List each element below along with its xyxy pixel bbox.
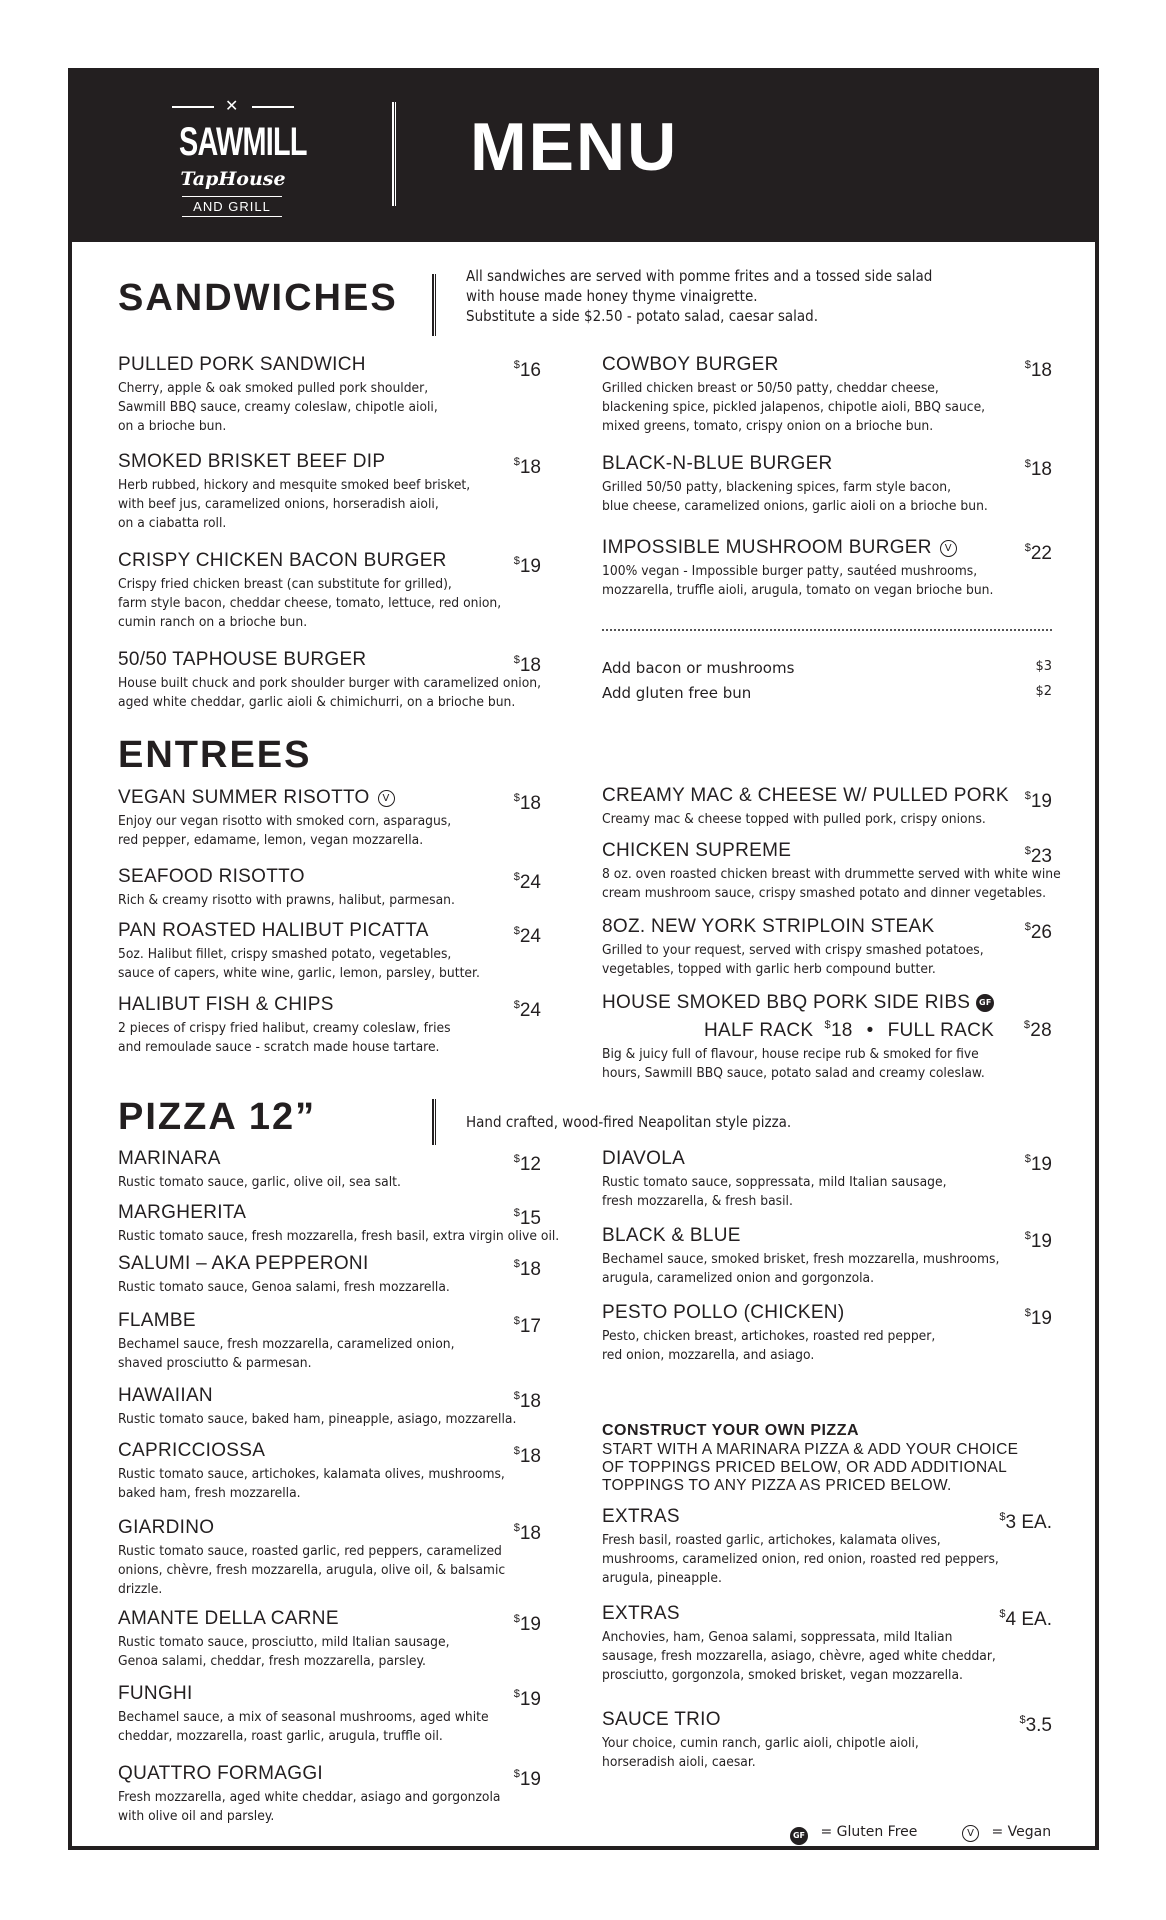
menu-item <box>118 451 541 533</box>
menu-item <box>118 1253 541 1297</box>
dotted-divider <box>602 629 1052 631</box>
construct-subtext <box>602 1441 1018 1495</box>
description-line: Rustic tomato sauce, soppressata, mild Italian sausage, <box>602 1175 947 1190</box>
menu-item-description <box>118 945 520 983</box>
description-line: Rustic tomato sauce, fresh mozzarella, fresh basil, extra virgin olive oil. <box>118 1229 560 1244</box>
header-divider <box>392 102 396 206</box>
half-rack-label: HALF RACK <box>704 1020 814 1041</box>
addon-label: Add gluten free bun <box>602 684 752 702</box>
menu-item-description <box>602 1327 1030 1365</box>
menu-item-price-value: 17 <box>519 1316 541 1337</box>
addon-price: $2 <box>1035 684 1052 699</box>
sandwiches-note-line: Substitute a side $2.50 - potato salad, caesar salad. <box>466 307 819 325</box>
menu-item-price-value: 24 <box>519 926 541 947</box>
menu-item-description <box>602 1250 1030 1288</box>
description-line: Grilled 50/50 patty, blackening spices, farm style bacon, <box>602 480 952 495</box>
menu-item-name-text: IMPOSSIBLE MUSHROOM BURGER <box>602 537 932 558</box>
menu-item-name <box>602 1225 1052 1247</box>
description-line: onions, chèvre, fresh mozzarella, arugula, olive oil, & balsamic <box>118 1563 506 1578</box>
menu-item-name <box>602 1709 1052 1731</box>
legend-gf <box>790 1824 917 1845</box>
menu-item-name-text: CRISPY CHICKEN BACON BURGER <box>118 550 447 571</box>
menu-item <box>602 1506 1052 1588</box>
description-line: mozzarella, truffle aioli, arugula, tomato on vegan brioche bun. <box>602 583 994 598</box>
menu-item-name-text: QUATTRO FORMAGGI <box>118 1763 323 1784</box>
menu-item-price: $18 <box>513 792 541 814</box>
menu-item-price: $22 <box>1024 542 1052 564</box>
menu-item-price-value: 19 <box>519 1614 541 1635</box>
description-line: Bechamel sauce, fresh mozzarella, caramelized onion, <box>118 1337 455 1352</box>
menu-item-name-text: FUNGHI <box>118 1683 193 1704</box>
half-rack-price: 18 <box>830 1020 853 1041</box>
menu-item-name <box>602 992 1052 1014</box>
description-line: sausage, fresh mozzarella, asiago, chèvre, aged white cheddar, <box>602 1649 996 1664</box>
menu-item-price: $4 EA. <box>999 1608 1052 1630</box>
menu-item-price: $19 <box>513 1768 541 1790</box>
menu-item-name <box>602 354 1052 376</box>
addon-row <box>602 659 1052 677</box>
description-line: Herb rubbed, hickory and mesquite smoked beef brisket, <box>118 478 471 493</box>
menu-item-price: $18 <box>1024 359 1052 381</box>
menu-item-description <box>602 810 1030 829</box>
menu-item-description <box>118 1788 520 1826</box>
menu-item-name-text: BLACK & BLUE <box>602 1225 741 1246</box>
menu-item-description <box>118 476 520 533</box>
menu-item-price: $19 <box>1024 1230 1052 1252</box>
description-line: Grilled chicken breast or 50/50 patty, cheddar cheese, <box>602 381 939 396</box>
menu-item-description <box>118 1227 560 1246</box>
construct-subtext-line: TOPPINGS TO ANY PIZZA AS PRICED BELOW. <box>602 1477 952 1494</box>
description-line: 5oz. Halibut fillet, crispy smashed potato, vegetables, <box>118 947 452 962</box>
description-line: baked ham, fresh mozzarella. <box>118 1486 301 1501</box>
menu-item-price-value: 18 <box>519 1391 541 1412</box>
construct-subtext-line: OF TOPPINGS PRICED BELOW, OR ADD ADDITIONAL <box>602 1459 1008 1476</box>
menu-item-price-value: 3.5 <box>1025 1715 1052 1736</box>
menu-item-name <box>602 840 1052 862</box>
description-line: horseradish aioli, caesar. <box>602 1755 756 1770</box>
menu-item-price-value: 19 <box>519 1689 541 1710</box>
description-line: mushrooms, caramelized onion, red onion, roasted red peppers, <box>602 1552 999 1567</box>
menu-item-name <box>602 1506 1052 1528</box>
menu-item-price: $18 <box>1024 458 1052 480</box>
description-line: shaved prosciutto & parmesan. <box>118 1356 312 1371</box>
menu-item-price-value: 22 <box>1030 543 1052 564</box>
menu-item-price: $16 <box>513 359 541 381</box>
menu-item <box>118 1202 560 1246</box>
menu-item-description <box>118 379 520 436</box>
menu-item-name-text: FLAMBE <box>118 1310 196 1331</box>
description-line: Fresh mozzarella, aged white cheddar, asiago and gorgonzola <box>118 1790 501 1805</box>
menu-item-name <box>602 537 1052 559</box>
menu-item-name <box>118 1683 541 1705</box>
menu-item-price: $3.5 <box>1019 1714 1052 1736</box>
menu-item-name-text: PESTO POLLO (CHICKEN) <box>602 1302 845 1323</box>
menu-title: MENU <box>470 109 679 185</box>
menu-item-name <box>118 1385 541 1407</box>
description-line: Your choice, cumin ranch, garlic aioli, chipotle aioli, <box>602 1736 919 1751</box>
sandwiches-note-bar <box>432 274 436 336</box>
menu-item-name-text: PAN ROASTED HALIBUT PICATTA <box>118 920 429 941</box>
sandwiches-note-line: All sandwiches are served with pomme frites and a tossed side salad <box>466 267 933 285</box>
menu-item <box>118 1517 541 1599</box>
menu-item-name-text: CREAMY MAC & CHEESE W/ PULLED PORK <box>602 785 1009 806</box>
menu-item-price-value: 18 <box>519 793 541 814</box>
menu-item-name-text: 50/50 TAPHOUSE BURGER <box>118 649 367 670</box>
menu-item <box>118 1608 541 1671</box>
description-line: House built chuck and pork shoulder burger with caramelized onion, <box>118 676 542 691</box>
description-line: Creamy mac & cheese topped with pulled pork, crispy onions. <box>602 812 986 827</box>
menu-item-price-value: 24 <box>519 1000 541 1021</box>
description-line: sauce of capers, white wine, garlic, lemon, parsley, butter. <box>118 966 480 981</box>
menu-item-price-value: 18 <box>519 457 541 478</box>
description-line: Bechamel sauce, smoked brisket, fresh mozzarella, mushrooms, <box>602 1252 1000 1267</box>
menu-item-price-value: 19 <box>1030 791 1052 812</box>
menu-item-price-value: 16 <box>519 360 541 381</box>
menu-item-name-text: EXTRAS <box>602 1506 680 1527</box>
menu-item <box>602 840 1061 903</box>
pizza-note-bar <box>432 1099 436 1145</box>
description-line: fresh mozzarella, & fresh basil. <box>602 1194 793 1209</box>
vegan-icon: V <box>962 1825 979 1842</box>
menu-item-price: $24 <box>513 925 541 947</box>
menu-item-price: $3 EA. <box>999 1511 1052 1533</box>
description-line: mixed greens, tomato, crispy onion on a brioche bun. <box>602 419 934 434</box>
menu-item <box>602 1302 1052 1365</box>
menu-item-name-text: MARINARA <box>118 1148 221 1169</box>
menu-item <box>118 1440 541 1503</box>
description-line: with beef jus, caramelized onions, horseradish aioli, <box>118 497 439 512</box>
menu-item-price-value: 18 <box>519 1446 541 1467</box>
menu-item-name-text: CAPRICCIOSSA <box>118 1440 266 1461</box>
menu-item-name <box>118 1310 541 1332</box>
sawmill-logo <box>158 90 308 222</box>
menu-item <box>602 992 1052 1083</box>
menu-item-name <box>118 1517 541 1539</box>
menu-item-description <box>602 941 1030 979</box>
menu-item-name-text: SAUCE TRIO <box>602 1709 721 1730</box>
menu-item-price-value: 23 <box>1030 846 1052 867</box>
menu-item-name-text: AMANTE DELLA CARNE <box>118 1608 339 1629</box>
menu-item-name-text: MARGHERITA <box>118 1202 247 1223</box>
menu-item <box>118 1310 541 1373</box>
menu-item <box>118 866 541 910</box>
menu-item-name-text: CHICKEN SUPREME <box>602 840 792 861</box>
sandwiches-note <box>466 266 932 326</box>
menu-item-description <box>118 1335 520 1373</box>
menu-item-name <box>118 994 541 1016</box>
menu-item-price-value: 26 <box>1030 922 1052 943</box>
menu-item-name-text: EXTRAS <box>602 1603 680 1624</box>
menu-item-description <box>602 1045 1030 1083</box>
menu-item <box>118 550 541 632</box>
menu-item-price: $19 <box>1024 790 1052 812</box>
description-line: cheddar, mozzarella, roast garlic, arugula, truffle oil. <box>118 1729 443 1744</box>
menu-item-price: $15 <box>513 1207 541 1229</box>
construct-subtext-line: START WITH A MARINARA PIZZA & ADD YOUR CHOICE <box>602 1441 1019 1458</box>
menu-item-price-value: 15 <box>519 1208 541 1229</box>
menu-item <box>602 785 1052 829</box>
menu-item-price: $19 <box>1024 1307 1052 1329</box>
menu-item-price: $18 <box>513 1390 541 1412</box>
logo-script: TapHouse <box>180 168 286 190</box>
menu-item-name <box>118 1763 541 1785</box>
menu-item-description <box>118 812 520 850</box>
gluten-free-icon: GF <box>976 994 994 1012</box>
menu-item <box>118 1385 541 1429</box>
menu-item-price: $19 <box>513 1688 541 1710</box>
menu-item-price: $18 <box>513 1522 541 1544</box>
description-line: arugula, pineapple. <box>602 1571 722 1586</box>
legend-gf-text: = Gluten Free <box>820 1824 918 1840</box>
menu-item-price: $18 <box>513 1258 541 1280</box>
menu-item-price-value: 19 <box>1030 1154 1052 1175</box>
description-line: Rustic tomato sauce, artichokes, kalamata olives, mushrooms, <box>118 1467 505 1482</box>
menu-item-price: $17 <box>513 1315 541 1337</box>
description-line: Genoa salami, cheddar, fresh mozzarella, parsley. <box>118 1654 426 1669</box>
logo-name: SAWMILL <box>179 120 307 164</box>
menu-item-name <box>602 1302 1052 1324</box>
menu-item-name-text: SEAFOOD RISOTTO <box>118 866 305 887</box>
description-line: aged white cheddar, garlic aioli & chimichurri, on a brioche bun. <box>118 695 516 710</box>
menu-item-description <box>602 1734 1030 1772</box>
menu-item-description <box>118 674 542 712</box>
menu-item-name <box>118 787 541 809</box>
menu-header <box>72 72 1095 242</box>
menu-item-price: $19 <box>1024 1153 1052 1175</box>
menu-item-price: $26 <box>1024 921 1052 943</box>
menu-item-price: $18 <box>513 1445 541 1467</box>
menu-item <box>118 994 541 1057</box>
menu-item-price: $18 <box>513 456 541 478</box>
menu-item-price-value: 19 <box>1030 1308 1052 1329</box>
description-line: Rustic tomato sauce, prosciutto, mild Italian sausage, <box>118 1635 450 1650</box>
menu-item <box>118 920 541 983</box>
menu-item-price-value: 24 <box>519 872 541 893</box>
menu-item-description <box>602 1531 1030 1588</box>
vegan-icon: V <box>378 790 395 807</box>
description-line: Anchovies, ham, Genoa salami, soppressata, mild Italian <box>602 1630 953 1645</box>
description-line: cream mushroom sauce, crispy smashed potato and dinner vegetables. <box>602 886 1047 901</box>
entrees-heading: ENTREES <box>118 734 312 776</box>
menu-item-description <box>602 1173 1030 1211</box>
menu-item-name <box>118 550 541 572</box>
addon-price: $3 <box>1035 659 1052 674</box>
description-line: drizzle. <box>118 1582 163 1597</box>
description-line: Rustic tomato sauce, Genoa salami, fresh mozzarella. <box>118 1280 450 1295</box>
menu-item-name-text: PULLED PORK SANDWICH <box>118 354 366 375</box>
description-line: Bechamel sauce, a mix of seasonal mushrooms, aged white <box>118 1710 489 1725</box>
description-line: farm style bacon, cheddar cheese, tomato, lettuce, red onion, <box>118 596 502 611</box>
description-line: Cherry, apple & oak smoked pulled pork shoulder, <box>118 381 429 396</box>
menu-item-price: $18 <box>513 654 541 676</box>
description-line: prosciutto, gorgonzola, smoked brisket, vegan mozzarella. <box>602 1668 963 1683</box>
description-line: with olive oil and parsley. <box>118 1809 275 1824</box>
construct-heading: CONSTRUCT YOUR OWN PIZZA <box>602 1422 860 1439</box>
description-line: Crispy fried chicken breast (can substitute for grilled), <box>118 577 452 592</box>
vegan-icon: V <box>940 540 957 557</box>
menu-item-description <box>602 1628 1030 1685</box>
description-line: hours, Sawmill BBQ sauce, potato salad and creamy coleslaw. <box>602 1066 985 1081</box>
menu-item-description <box>118 1410 520 1429</box>
menu-item-description <box>118 1542 520 1599</box>
menu-item <box>602 1148 1052 1211</box>
logo-rule-right <box>252 106 294 108</box>
menu-item-price-value: 4 EA. <box>1005 1609 1052 1630</box>
sandwiches-heading: SANDWICHES <box>118 277 398 319</box>
menu-item-name-text: VEGAN SUMMER RISOTTO <box>118 787 370 808</box>
menu-item-price: $23 <box>1024 845 1052 867</box>
menu-item-name <box>602 453 1052 475</box>
pizza-heading: PIZZA 12” <box>118 1096 317 1138</box>
logo-rule-left <box>172 106 214 108</box>
menu-item <box>118 649 541 712</box>
menu-item <box>118 787 541 850</box>
description-line: Pesto, chicken breast, artichokes, roasted red pepper, <box>602 1329 936 1344</box>
menu-item-price-value: 18 <box>519 655 541 676</box>
description-line: blackening spice, pickled jalapenos, chipotle aioli, BBQ sauce, <box>602 400 986 415</box>
menu-item-name-text: COWBOY BURGER <box>602 354 779 375</box>
addon-label: Add bacon or mushrooms <box>602 659 795 677</box>
menu-item-description <box>118 575 520 632</box>
pizza-note: Hand crafted, wood-fired Neapolitan style pizza. <box>466 1113 792 1131</box>
menu-item-description <box>602 562 1030 600</box>
description-line: Enjoy our vegan risotto with smoked corn, asparagus, <box>118 814 452 829</box>
logo-sub: AND GRILL <box>182 196 282 217</box>
menu-item-name-text: 8OZ. NEW YORK STRIPLOIN STEAK <box>602 916 935 937</box>
description-line: on a brioche bun. <box>118 419 227 434</box>
menu-item-name <box>118 649 541 671</box>
menu-item-price-value: 18 <box>1030 459 1052 480</box>
menu-item <box>602 537 1052 600</box>
menu-item-description <box>118 1019 520 1057</box>
menu-item-price-value: 18 <box>1030 360 1052 381</box>
addon-row <box>602 684 1052 702</box>
description-line: Grilled to your request, served with crispy smashed potatoes, <box>602 943 984 958</box>
menu-item-description <box>118 1173 520 1192</box>
rack-separator: • <box>866 1020 874 1041</box>
menu-item-price-value: 18 <box>519 1259 541 1280</box>
menu-item <box>602 916 1052 979</box>
menu-item-name-text: BLACK-N-BLUE BURGER <box>602 453 833 474</box>
full-rack-price: 28 <box>1030 1020 1052 1041</box>
menu-item-name-text: GIARDINO <box>118 1517 215 1538</box>
legend-vegan <box>962 1824 1051 1842</box>
legend-vegan-text: = Vegan <box>991 1824 1052 1840</box>
menu-item <box>118 354 541 436</box>
rack-options: HALF RACK $18 • FULL RACK $28 <box>704 1019 1052 1041</box>
menu-item-name <box>602 916 1052 938</box>
menu-item-name-text: SMOKED BRISKET BEEF DIP <box>118 451 386 472</box>
menu-item-name <box>118 866 541 888</box>
menu-item-name-text: HAWAIIAN <box>118 1385 213 1406</box>
menu-item-name <box>118 451 541 473</box>
menu-item-price: $24 <box>513 999 541 1021</box>
menu-item-name <box>118 354 541 376</box>
menu-item-description <box>118 1465 520 1503</box>
description-line: 8 oz. oven roasted chicken breast with drummette served with white wine <box>602 867 1061 882</box>
menu-item-description <box>118 1633 520 1671</box>
menu-item-price-value: 19 <box>519 1769 541 1790</box>
description-line: red pepper, edamame, lemon, vegan mozzarella. <box>118 833 424 848</box>
crossed-axes-icon: ✕ <box>225 96 239 115</box>
menu-item-price-value: 3 EA. <box>1005 1512 1052 1533</box>
menu-item-description <box>118 1278 520 1297</box>
menu-item-name <box>118 1608 541 1630</box>
menu-item-name-text: DIAVOLA <box>602 1148 686 1169</box>
menu-item-name <box>118 1440 541 1462</box>
description-line: Rustic tomato sauce, roasted garlic, red peppers, caramelized <box>118 1544 502 1559</box>
description-line: vegetables, topped with garlic herb compound butter. <box>602 962 936 977</box>
menu-item-price: $19 <box>513 1613 541 1635</box>
description-line: Rustic tomato sauce, garlic, olive oil, sea salt. <box>118 1175 401 1190</box>
menu-item-name <box>118 1148 541 1170</box>
menu-item-price: $12 <box>513 1153 541 1175</box>
menu-item-description <box>118 1708 520 1746</box>
menu-item-name <box>118 1253 541 1275</box>
description-line: cumin ranch on a brioche bun. <box>118 615 308 630</box>
menu-item-description <box>602 478 1030 516</box>
menu-item-name <box>602 1603 1052 1625</box>
sandwiches-note-line: with house made honey thyme vinaigrette. <box>466 287 758 305</box>
menu-item-price-value: 18 <box>519 1523 541 1544</box>
menu-item-name-text: HALIBUT FISH & CHIPS <box>118 994 334 1015</box>
menu-item-price-value: 12 <box>519 1154 541 1175</box>
description-line: on a ciabatta roll. <box>118 516 227 531</box>
description-line: Big & juicy full of flavour, house recipe rub & smoked for five <box>602 1047 979 1062</box>
description-line: Fresh basil, roasted garlic, artichokes, kalamata olives, <box>602 1533 941 1548</box>
gluten-free-icon: GF <box>790 1827 808 1845</box>
menu-item-name <box>118 920 541 942</box>
menu-item <box>602 453 1052 516</box>
menu-item-name <box>602 785 1052 807</box>
description-line: 100% vegan - Impossible burger patty, sautéed mushrooms, <box>602 564 978 579</box>
full-rack-label: FULL RACK <box>887 1020 995 1041</box>
menu-item-description <box>602 865 1061 903</box>
menu-item-name <box>118 1202 541 1224</box>
menu-item <box>118 1683 541 1746</box>
description-line: Rich & creamy risotto with prawns, halibut, parmesan. <box>118 893 455 908</box>
menu-item-price-value: 19 <box>519 556 541 577</box>
menu-item-name <box>602 1148 1052 1170</box>
menu-item <box>118 1148 541 1192</box>
description-line: Rustic tomato sauce, baked ham, pineapple, asiago, mozzarella. <box>118 1412 517 1427</box>
menu-item-name-text: HOUSE SMOKED BBQ PORK SIDE RIBS <box>602 992 971 1013</box>
description-line: red onion, mozzarella, and asiago. <box>602 1348 815 1363</box>
menu-item-price: $19 <box>513 555 541 577</box>
menu-item <box>602 1603 1052 1685</box>
menu-item-name-text: SALUMI – AKA PEPPERONI <box>118 1253 369 1274</box>
description-line: and remoulade sauce - scratch made house tartare. <box>118 1040 440 1055</box>
description-line: blue cheese, caramelized onions, garlic aioli on a brioche bun. <box>602 499 988 514</box>
menu-item-price: $24 <box>513 871 541 893</box>
description-line: 2 pieces of crispy fried halibut, creamy coleslaw, fries <box>118 1021 451 1036</box>
description-line: arugula, caramelized onion and gorgonzola. <box>602 1271 875 1286</box>
menu-item-description <box>602 379 1030 436</box>
menu-item-price-value: 19 <box>1030 1231 1052 1252</box>
menu-item <box>118 1763 541 1826</box>
menu-item-description <box>118 891 520 910</box>
menu-item <box>602 354 1052 436</box>
menu-frame <box>68 68 1099 1850</box>
menu-item <box>602 1709 1052 1772</box>
description-line: Sawmill BBQ sauce, creamy coleslaw, chipotle aioli, <box>118 400 438 415</box>
menu-item <box>602 1225 1052 1288</box>
